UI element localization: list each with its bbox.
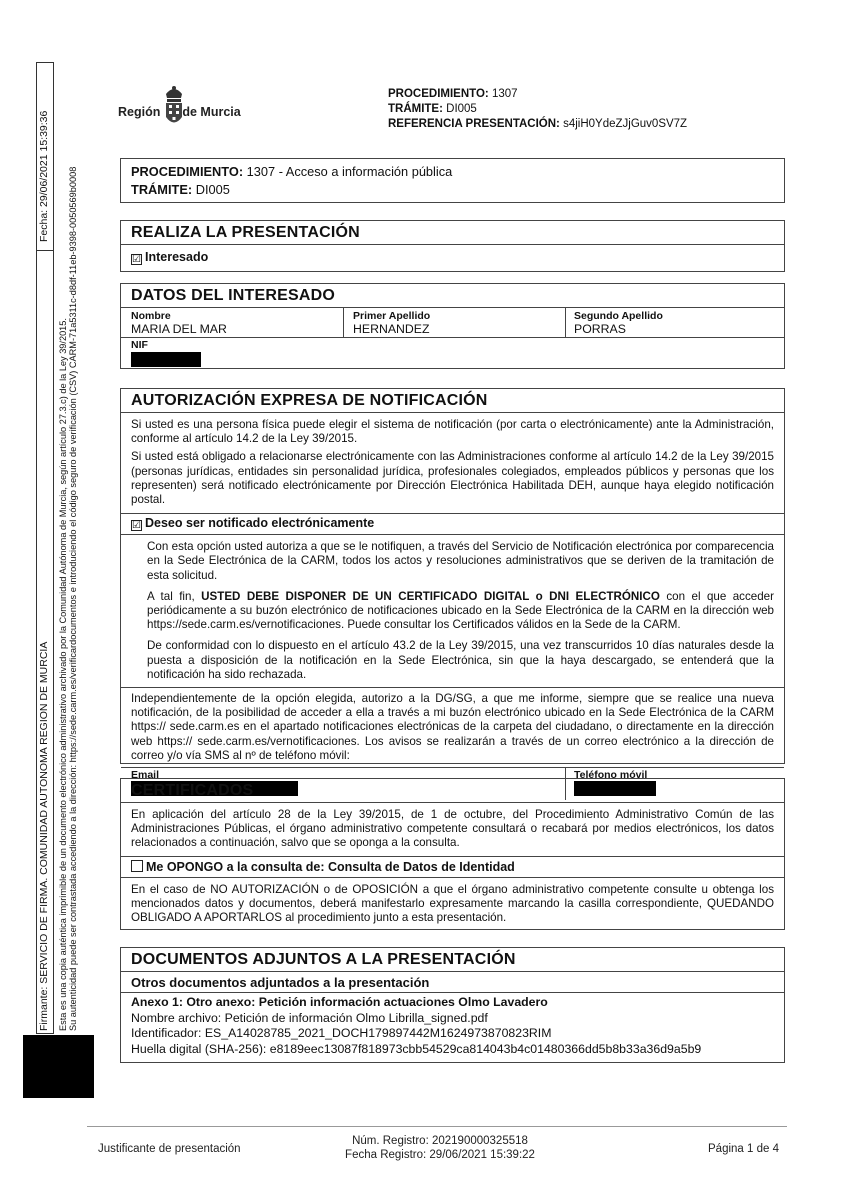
footer-fecha-registro: Fecha Registro: 29/06/2021 15:39:22: [345, 1149, 535, 1161]
apellido1-label: Primer Apellido: [353, 310, 431, 322]
nombre-label: Nombre: [131, 310, 171, 322]
logo-text-left: Región: [118, 105, 161, 119]
summary-procedimiento-value: 1307 - Acceso a información pública: [246, 164, 453, 179]
interesado-section: [120, 283, 785, 369]
logo-text: [118, 105, 241, 119]
autorizacion-title: AUTORIZACIÓN EXPRESA DE NOTIFICACIÓN: [121, 389, 784, 413]
summary-procedimiento-label: PROCEDIMIENTO:: [131, 164, 244, 179]
redacted-block: [23, 1035, 94, 1098]
region-murcia-logo: [118, 84, 243, 136]
firmante-text: Firmante: SERVICIO DE FIRMA. COMUNIDAD AUTONOMA REGION DE MURCIA: [38, 641, 50, 1031]
apellido1-value: HERNANDEZ: [353, 322, 430, 336]
autorizacion-p1: Si usted es una persona física puede elegir el sistema de notificación (por carta o electrónicamente) ante la Administración, conforme al artículo 14.2 de la Ley 39/2015.: [131, 418, 774, 446]
notificacion-option: Deseo ser notificado electrónicamente: [145, 516, 375, 531]
footer-divider: [87, 1126, 787, 1127]
opcion-p2: [137, 588, 784, 635]
apellido2-label: Segundo Apellido: [574, 310, 663, 322]
certificados-p2: En el caso de NO AUTORIZACIÓN o de OPOSICIÓN a que el órgano administrativo competente consulte u obtenga los mencionados datos y documentos, deberá manifestarlo expresamente marcando la casilla correspondiente, QUEDANDO OBLIGADO A APORTARLOS al procedimiento junto a esta presentación.: [131, 882, 774, 925]
opcion-p3: De conformidad con lo dispuesto en el artículo 43.2 de la Ley 39/2015, una vez transcurridos 10 días naturales desde la puesta a disposición de la notificación en la Sede Electrónica, sin que la haya descargado, se entenderá que la notificación ha sido rechazada.: [147, 639, 774, 681]
interesado-title: DATOS DEL INTERESADO: [121, 284, 784, 308]
opcion-p2-bold: USTED DEBE DISPONER DE UN CERTIFICADO DIGITAL o DNI ELECTRÓNICO: [201, 589, 660, 603]
footer-center: [340, 1134, 540, 1162]
anexo-nombre-archivo: Nombre archivo: Petición de información Olmo Librilla_signed.pdf: [131, 1010, 488, 1025]
realiza-section: [120, 220, 785, 272]
strip-divider: [36, 250, 54, 251]
footer-page-number: Página 1 de 4: [708, 1143, 779, 1155]
nif-redacted: [131, 352, 201, 367]
procedure-summary: [120, 158, 785, 203]
anexo-huella: Huella digital (SHA-256): e8189eec13087f818973cbb54529ca814043b4c01480366dd5b8b33a36d9a5b9: [131, 1041, 702, 1056]
copy-notice-line1: Esta es una copia auténtica imprimible de un documento electrónico administrativo archivado por la Comunidad Autónoma de Murcia, según artículo 27.3.c) de la Ley 39/2015.: [58, 318, 68, 1031]
documentos-subtitle: Otros documentos adjuntados a la presentación: [121, 972, 784, 993]
opcion-p1: Con esta opción usted autoriza a que se le notifiquen, a través del Servicio de Notificación electrónica por comparecencia en la Sede Electrónica de la CARM, todos los actos y resoluciones administrativos que se deriven de la tramitación de esta solicitud.: [147, 540, 774, 582]
certificados-title: CERTIFICADOS: [121, 779, 784, 803]
certificados-p1: En aplicación del artículo 28 de la Ley 39/2015, de 1 de octubre, del Procedimiento Administrativo Común de las Administraciones Públicas, el órgano administrativo competente consultará o recabará por medios electrónicos, los datos relacionados a continuación, salvo que se oponga a la consulta.: [131, 808, 774, 850]
footer-registro: Núm. Registro: 202190000325518: [352, 1135, 528, 1147]
hdr-referencia-label: REFERENCIA PRESENTACIÓN:: [388, 118, 560, 130]
realiza-title: REALIZA LA PRESENTACIÓN: [121, 221, 784, 245]
oposicion-option: Me OPONGO a la consulta de: Consulta de Datos de Identidad: [146, 859, 515, 874]
copy-notice-line2: Su autenticidad puede ser contrastada accediendo a la dirección: https://sede.carm.es/verificardocumentos e introduciendo el código seguro de verificación (CSV) CARM-71a5311c-d8df-11eb-9398-0050569b0008: [68, 166, 78, 1031]
footer-left: Justificante de presentación: [98, 1143, 241, 1155]
checkbox-checked-icon: ☑: [132, 520, 141, 532]
header-info: [388, 87, 687, 132]
opcion-p2-post: con el que acceder periódicamente a su buzón electrónico de notificaciones ubicado en la Sede Electrónica de la CARM en la dirección web https://sede.carm.es/vernotificaciones. Puede consultar los Certificados válidos en la Sede de la CARM.: [147, 589, 774, 632]
autorizacion-p2: Si usted está obligado a relacionarse electrónicamente con las Administraciones conforme al artículo 14.2 de la Ley 39/2015 (personas jurídicas, entidades sin personalidad jurídica, profesionales colegiados, empleados públicos y personas que los representen) será notificado electrónicamente por Dirección Electrónica Habilitada DEH, aunque haya elegido notificación postal.: [131, 450, 774, 507]
telefono-label: Teléfono móvil: [574, 769, 648, 782]
checkbox-empty-icon: [131, 860, 143, 872]
summary-tramite-label: TRÁMITE:: [131, 182, 193, 197]
opcion-p2-pre: A tal fin,: [147, 589, 202, 603]
checkbox-checked-icon: ☑: [132, 254, 141, 265]
logo-text-right: de Murcia: [182, 105, 241, 119]
firma-fecha-text: Fecha: 29/06/2021 15:39:36: [38, 110, 50, 242]
documentos-section: [120, 947, 785, 1063]
anexo-title: Anexo 1: Otro anexo: Petición información actuaciones Olmo Lavadero: [131, 995, 548, 1009]
nif-label: NIF: [131, 339, 148, 351]
documentos-title: DOCUMENTOS ADJUNTOS A LA PRESENTACIÓN: [121, 948, 784, 972]
certificados-section: [120, 778, 785, 930]
hdr-tramite-label: TRÁMITE:: [388, 103, 443, 115]
autorizacion-section: [120, 388, 785, 782]
hdr-referencia-value: s4jiH0YdeZJjGuv0SV7Z: [563, 118, 688, 130]
email-label: Email: [131, 769, 160, 782]
anexo-identificador: Identificador: ES_A14028785_2021_DOCH179897442M1624973870823RIM: [131, 1026, 552, 1041]
hdr-procedimiento-value: 1307: [491, 88, 518, 100]
interesado-option: Interesado: [145, 250, 209, 264]
hdr-procedimiento-label: PROCEDIMIENTO:: [388, 88, 489, 100]
nombre-value: MARIA DEL MAR: [131, 322, 227, 336]
summary-tramite-value: DI005: [195, 182, 230, 197]
hdr-tramite-value: DI005: [446, 103, 477, 115]
apellido2-value: PORRAS: [574, 322, 626, 336]
autorizacion-p3: Independientemente de la opción elegida, autorizo a la DG/SG, a que me informe, siempre que se realice una nueva notificación, de la posibilidad de acceder a ella a través a mi buzón electrónico ubicado en la Sede Electrónica de la CARM https:// sede.carm.es en el apartado notificaciones electrónicas de la carpeta del ciudadano, o directamente en la dirección web https:// sede.carm.es/vernotificaciones. Los avisos se realizarán a través de un correo electrónico a la dirección de correo y/o vía SMS al nº de teléfono móvil:: [131, 692, 774, 762]
